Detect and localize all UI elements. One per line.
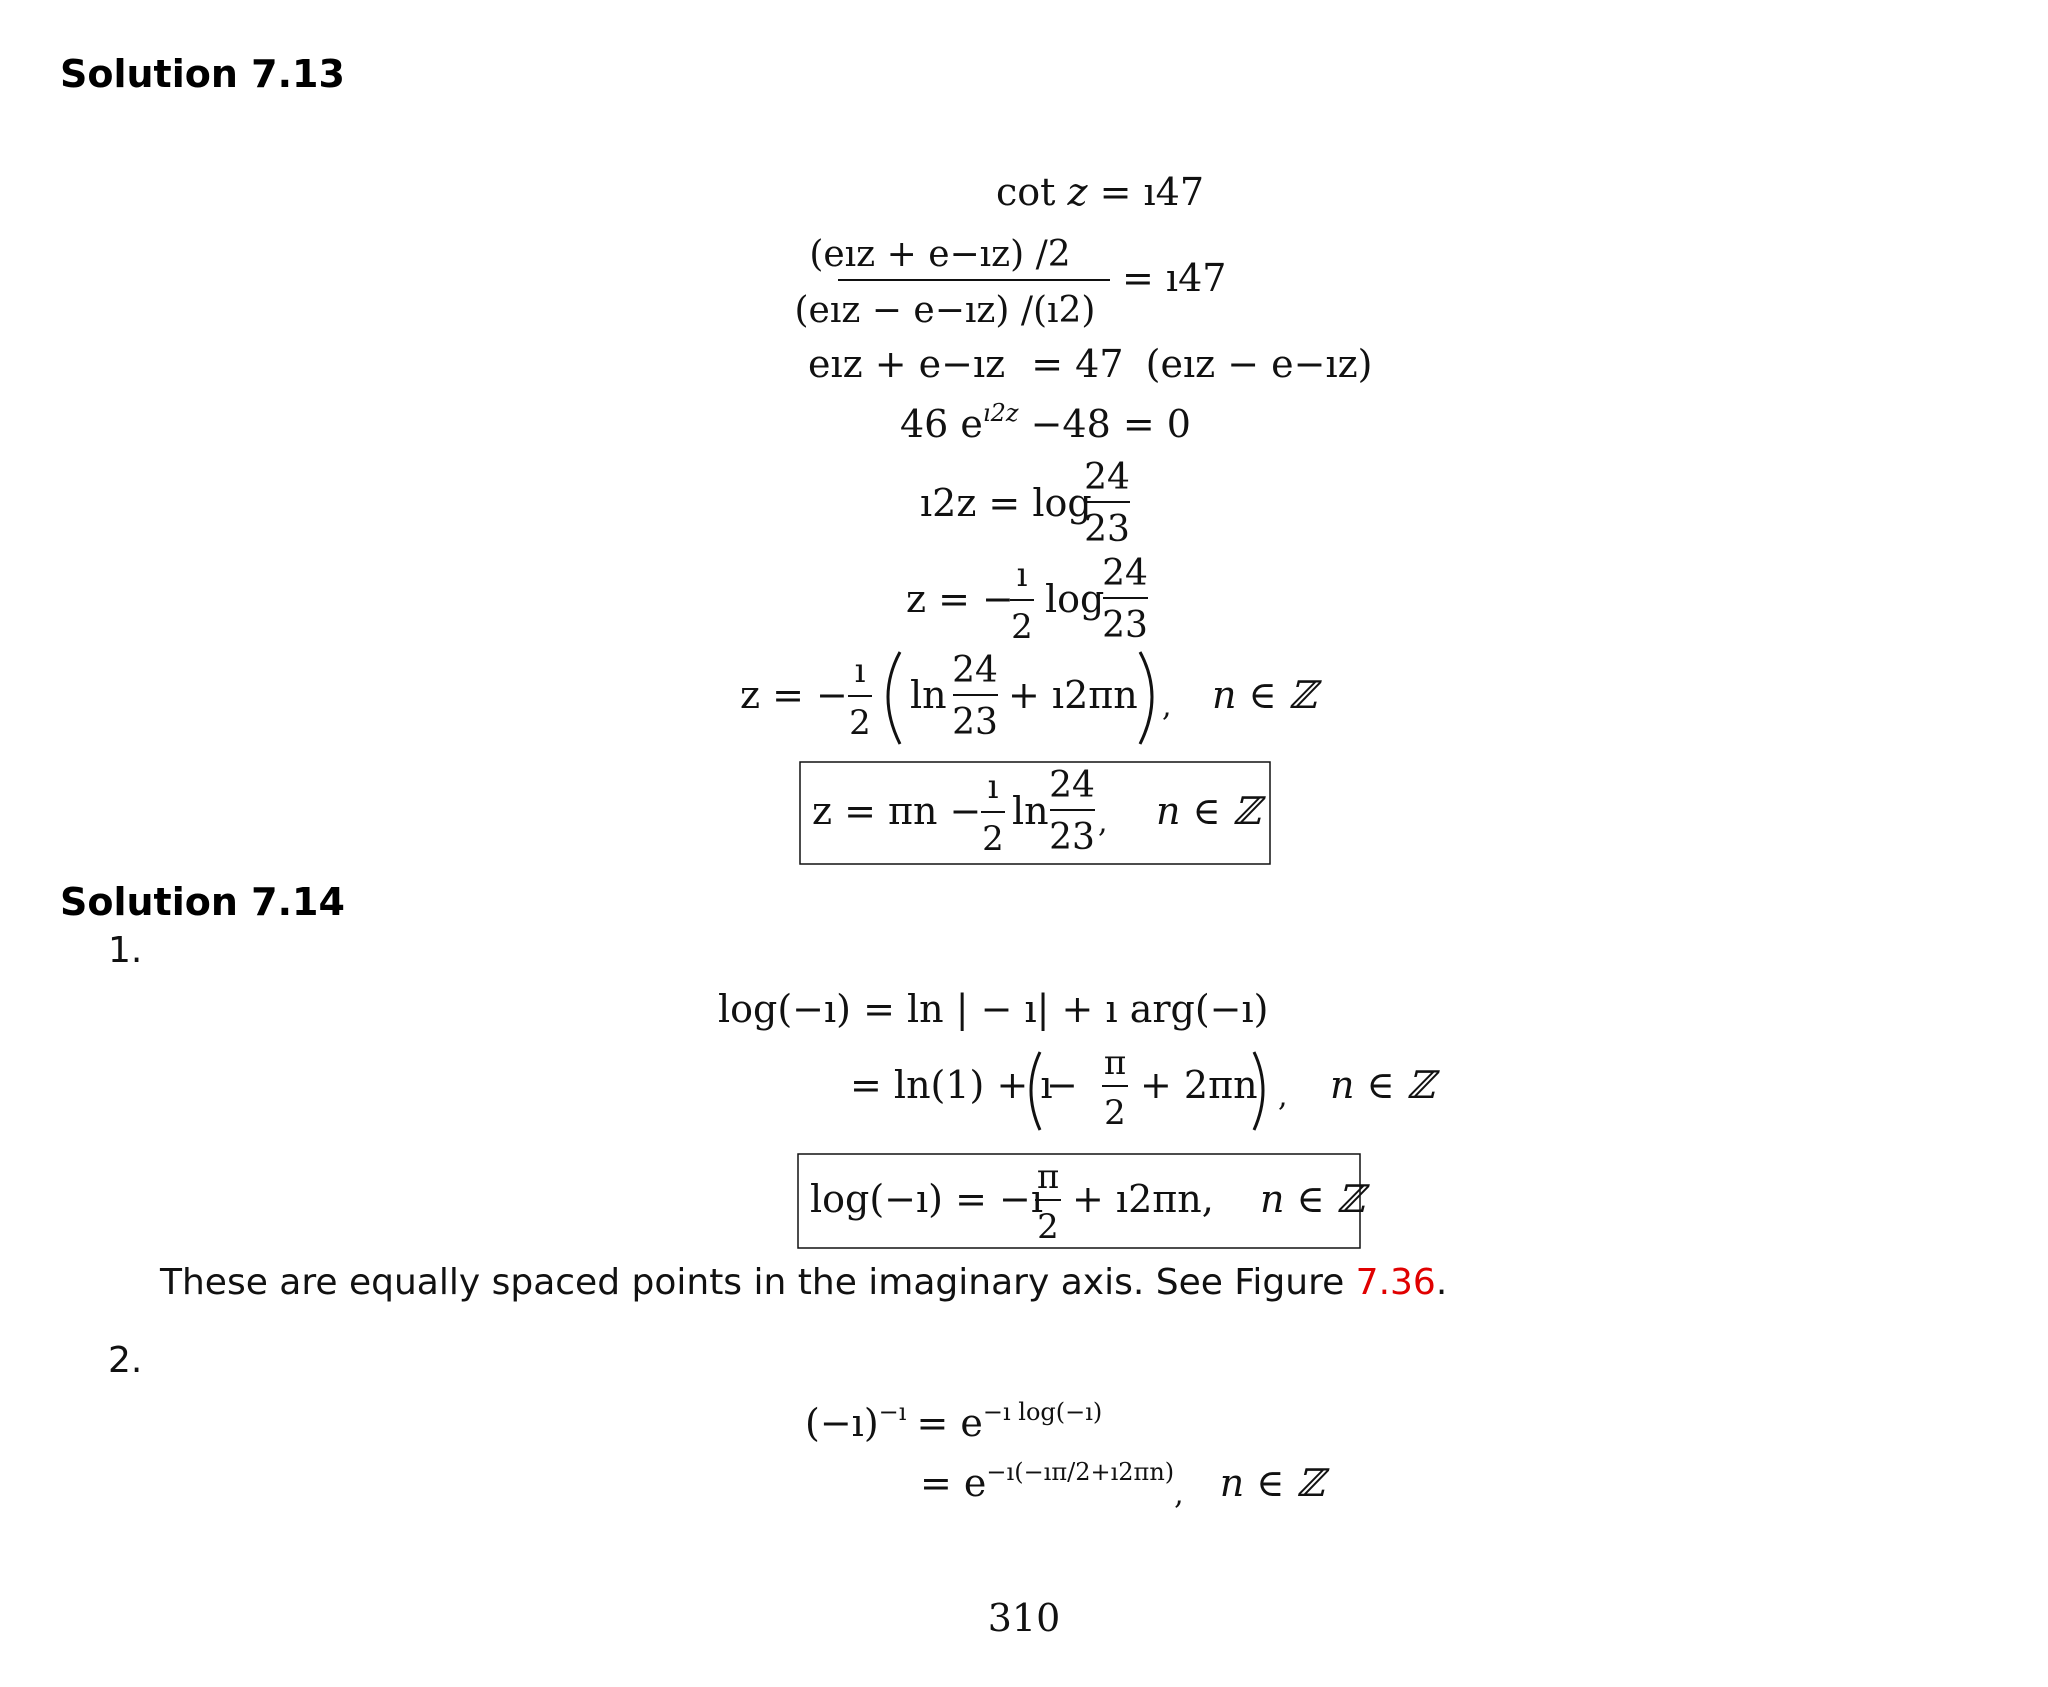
item1-eq2-cond: n ∈ ℤ — [1330, 1063, 1435, 1107]
item1-eq2-fnum: π — [1103, 1043, 1127, 1083]
item2-eq2: = $e^{-ı(-ı\pi/2+ı2\pi n)}_,$ n ∈ ℤ — [920, 1458, 1325, 1512]
eq7-num: 24 — [952, 650, 998, 691]
item1-boxed-fden: 2 — [1037, 1207, 1059, 1247]
eq2-rhs: = ı47 — [1122, 256, 1227, 300]
item1-boxed-cond: n ∈ ℤ — [1260, 1177, 1365, 1221]
eq7-rest: + ı2πn — [1008, 673, 1138, 717]
solution-7-13-heading: Solution 7.13 — [60, 52, 345, 96]
eq5-lhs: ı2z = log — [920, 481, 1092, 525]
item1-eq2-b: + 2πn — [1140, 1063, 1258, 1107]
eq6-fnum: ı — [1016, 555, 1028, 595]
item-1-explanation — [160, 1262, 1447, 1303]
eq8-lhs: z = πn − — [812, 789, 982, 833]
eq7-den: 23 — [952, 702, 998, 743]
eq3: eız + e−ız = 47 (eız − e−ız) — [808, 342, 1373, 386]
eq5-num: 24 — [1084, 457, 1130, 498]
solution-7-14-item-2-derivation — [800, 1390, 1360, 1530]
eq8-den: 23 — [1049, 817, 1095, 858]
eq8-fnum: ı — [987, 767, 999, 807]
eq7-fnum: ı — [854, 651, 866, 691]
explanation-text: These are equally spaced points in the imaginary axis. See Figure — [160, 1262, 1356, 1303]
item1-eq2-minus: − — [1046, 1063, 1078, 1107]
solution-7-14-heading: Solution 7.14 — [60, 880, 345, 924]
explanation-end: . — [1435, 1262, 1448, 1303]
item2-eq1: (−ı)$^{-ı}$ = $e^{-ı log(-ı)}$ — [805, 1398, 1103, 1445]
item1-eq1: log(−ı) = ln | − ı| + ı arg(−ı) — [718, 987, 1269, 1031]
solution-7-14-item-1-derivation — [700, 980, 1460, 1260]
eq6-fden: 2 — [1011, 607, 1033, 647]
eq6-num: 24 — [1102, 553, 1148, 594]
item-2-number: 2. — [108, 1340, 143, 1381]
solution-7-13-derivation — [700, 160, 1373, 880]
eq8-fden: 2 — [982, 819, 1004, 859]
item1-boxed-fnum: π — [1036, 1157, 1060, 1197]
eq1: cot z = ı47 — [995, 170, 1205, 214]
eq7-lhs: z = − — [740, 673, 848, 717]
eq2-denominator: (eız − e−ız) /(ı2) — [794, 290, 1096, 331]
item-1-number: 1. — [108, 930, 143, 971]
eq7-left-paren — [888, 652, 900, 744]
item1-boxed-b: + ı2πn, — [1072, 1177, 1214, 1221]
eq8-comma: , — [1098, 805, 1108, 840]
eq7-right-paren — [1140, 652, 1152, 744]
eq8-cond: n ∈ ℤ — [1156, 789, 1261, 833]
eq2-numerator: (eız + e−ız) /2 — [809, 234, 1071, 275]
eq8-num: 24 — [1049, 765, 1095, 806]
item1-eq2-a: = ln(1) + ı — [850, 1063, 1053, 1107]
eq6-lhs: z = − — [906, 577, 1014, 621]
item1-boxed-a: log(−ı) = −ı — [810, 1177, 1043, 1221]
eq7-cond: n ∈ ℤ — [1212, 673, 1317, 717]
eq7-fden: 2 — [849, 703, 871, 743]
figure-link[interactable]: 7.36 — [1355, 1262, 1436, 1303]
item1-eq2-comma: , — [1278, 1079, 1288, 1114]
eq7-ln: ln — [910, 673, 947, 717]
eq7-comma: , — [1162, 689, 1172, 724]
eq6-den: 23 — [1102, 605, 1148, 646]
page-number: 310 — [987, 1596, 1061, 1640]
eq5-den: 23 — [1084, 509, 1130, 550]
eq6-log: log — [1045, 577, 1105, 621]
eq8-ln: ln — [1012, 789, 1049, 833]
eq4: 46 $e^{ı2z} -48 = 0$ — [900, 399, 1191, 446]
item1-eq2-fden: 2 — [1104, 1093, 1126, 1133]
